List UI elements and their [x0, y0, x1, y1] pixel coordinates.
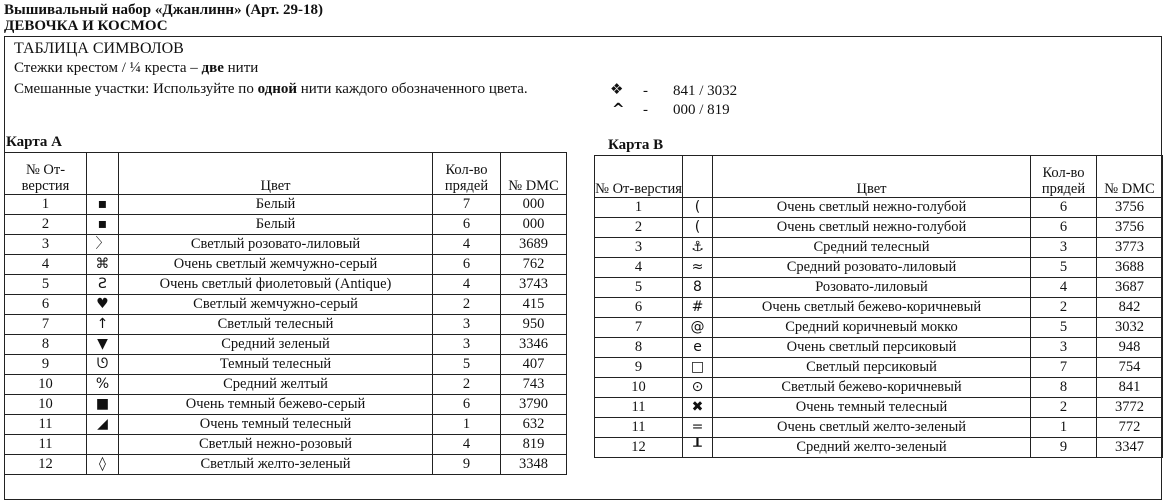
- strands-cell: 6: [433, 395, 501, 415]
- hole-cell: 5: [5, 275, 87, 295]
- blend-instruction-bold: одной: [257, 81, 298, 97]
- table-row: [595, 278, 1163, 298]
- stitch-instruction-end: нити: [223, 60, 259, 76]
- strands-cell: 8: [1031, 378, 1097, 398]
- color-cell: Очень светлый нежно-голубой: [713, 198, 1031, 218]
- table-row: [5, 435, 567, 455]
- blend-value: 841 / 3032: [673, 83, 738, 99]
- dmc-cell: 3689: [501, 235, 567, 255]
- hole-cell: 10: [595, 378, 683, 398]
- dmc-cell: 950: [501, 315, 567, 335]
- hole-cell: 4: [5, 255, 87, 275]
- dmc-cell: 3347: [1097, 438, 1163, 458]
- table-row: [5, 195, 567, 215]
- table-row: [5, 275, 567, 295]
- hole-cell: 11: [5, 415, 87, 435]
- table-row: [5, 415, 567, 435]
- strands-cell: 3: [433, 315, 501, 335]
- hole-cell: 3: [5, 235, 87, 255]
- color-cell: Розовато-лиловый: [713, 278, 1031, 298]
- table-row: [5, 395, 567, 415]
- dmc-cell: 3348: [501, 455, 567, 475]
- dmc-cell: 3688: [1097, 258, 1163, 278]
- table-row: [5, 315, 567, 335]
- table-row: [595, 198, 1163, 218]
- dmc-cell: 3687: [1097, 278, 1163, 298]
- table-row: [595, 398, 1163, 418]
- table-row: [595, 358, 1163, 378]
- strands-cell: 4: [433, 235, 501, 255]
- hole-cell: 1: [595, 198, 683, 218]
- strands-cell: 2: [1031, 298, 1097, 318]
- strands-cell: 4: [1031, 278, 1097, 298]
- stitch-instruction-bold: две: [201, 60, 224, 76]
- dmc-cell: 000: [501, 215, 567, 235]
- strands-cell: 5: [1031, 318, 1097, 338]
- dmc-cell: 3756: [1097, 198, 1163, 218]
- stitch-instruction: [14, 59, 258, 77]
- kit-name: ДЕВОЧКА И КОСМОС: [4, 18, 168, 34]
- dmc-cell: 3346: [501, 335, 567, 355]
- col-dmc: № DMC: [501, 153, 567, 195]
- symbol-icon: ◢: [87, 415, 119, 435]
- dmc-cell: 772: [1097, 418, 1163, 438]
- symbol-icon: %: [87, 375, 119, 395]
- color-cell: Очень светлый жемчужно-серый: [119, 255, 433, 275]
- symbol-icon: ᘎ: [87, 355, 119, 375]
- dmc-cell: 632: [501, 415, 567, 435]
- kit-title: Вышивальный набор «Джанлинн» (Арт. 29-18): [4, 2, 324, 18]
- symbol-icon: ┸: [683, 438, 713, 458]
- color-cell: Белый: [119, 215, 433, 235]
- color-cell: Средний зеленый: [119, 335, 433, 355]
- dmc-cell: 743: [501, 375, 567, 395]
- dmc-cell: 415: [501, 295, 567, 315]
- color-cell: Очень светлый бежево-коричневый: [713, 298, 1031, 318]
- hole-cell: 7: [595, 318, 683, 338]
- table-row: [5, 355, 567, 375]
- symbol-icon: e: [683, 338, 713, 358]
- color-cell: Белый: [119, 195, 433, 215]
- blend-symbol-diamond-icon: ❖: [610, 80, 624, 98]
- symbol-icon: 8: [683, 278, 713, 298]
- symbol-icon: Ƨ: [87, 275, 119, 295]
- hole-cell: 11: [5, 435, 87, 455]
- color-cell: Светлый телесный: [119, 315, 433, 335]
- col-hole: № От-верстия: [5, 153, 87, 195]
- strands-cell: 2: [433, 295, 501, 315]
- table-row: [595, 438, 1163, 458]
- dmc-cell: 948: [1097, 338, 1163, 358]
- symbol-icon: ⚓: [683, 238, 713, 258]
- hole-cell: 8: [595, 338, 683, 358]
- dmc-cell: 000: [501, 195, 567, 215]
- hole-cell: 12: [595, 438, 683, 458]
- strands-cell: 6: [1031, 198, 1097, 218]
- hole-cell: 11: [595, 398, 683, 418]
- table-row: [5, 235, 567, 255]
- hole-cell: 10: [5, 375, 87, 395]
- strands-cell: 2: [433, 375, 501, 395]
- dmc-cell: 762: [501, 255, 567, 275]
- symbol-icon: ⊙: [683, 378, 713, 398]
- hole-cell: 6: [595, 298, 683, 318]
- hole-cell: 12: [5, 455, 87, 475]
- col-hole: № От-верстия: [595, 156, 683, 198]
- color-cell: Светлый персиковый: [713, 358, 1031, 378]
- hole-cell: 9: [595, 358, 683, 378]
- color-cell: Очень светлый фиолетовый (Antique): [119, 275, 433, 295]
- color-cell: Очень темный телесный: [713, 398, 1031, 418]
- symbol-icon: ✖: [683, 398, 713, 418]
- dmc-cell: 3773: [1097, 238, 1163, 258]
- col-symbol: [683, 156, 713, 198]
- strands-cell: 1: [433, 415, 501, 435]
- hole-cell: 5: [595, 278, 683, 298]
- dmc-cell: 754: [1097, 358, 1163, 378]
- blend-instruction-end: нити каждого обозначенного цвета.: [297, 81, 528, 97]
- hole-cell: 3: [595, 238, 683, 258]
- card-b-title: Карта В: [608, 137, 664, 153]
- color-cell: Средний желто-зеленый: [713, 438, 1031, 458]
- symbol-icon: @: [683, 318, 713, 338]
- card-a-title: Карта А: [6, 134, 62, 150]
- blend-dash: -: [643, 83, 648, 99]
- symbol-icon: □: [683, 358, 713, 378]
- color-cell: Средний телесный: [713, 238, 1031, 258]
- col-symbol: [87, 153, 119, 195]
- symbol-icon: ⌘: [87, 255, 119, 275]
- strands-cell: 7: [1031, 358, 1097, 378]
- strands-cell: 4: [433, 435, 501, 455]
- color-cell: Очень темный бежево-серый: [119, 395, 433, 415]
- hole-cell: 2: [595, 218, 683, 238]
- color-cell: Средний розовато-лиловый: [713, 258, 1031, 278]
- color-cell: Очень темный телесный: [119, 415, 433, 435]
- hole-cell: 10: [5, 395, 87, 415]
- col-dmc: № DMC: [1097, 156, 1163, 198]
- dmc-cell: 407: [501, 355, 567, 375]
- table-row: [5, 375, 567, 395]
- table-row: [595, 258, 1163, 278]
- blend-value: 000 / 819: [673, 102, 730, 118]
- strands-cell: 3: [1031, 338, 1097, 358]
- col-color: Цвет: [713, 156, 1031, 198]
- hole-cell: 11: [595, 418, 683, 438]
- col-strands: Кол-во прядей: [1031, 156, 1097, 198]
- strands-cell: 2: [1031, 398, 1097, 418]
- legend-title: ТАБЛИЦА СИМВОЛОВ: [14, 40, 184, 57]
- dmc-cell: 842: [1097, 298, 1163, 318]
- table-row: [595, 418, 1163, 438]
- strands-cell: 9: [1031, 438, 1097, 458]
- symbol-icon: (: [683, 218, 713, 238]
- symbol-icon: #: [683, 298, 713, 318]
- col-color: Цвет: [119, 153, 433, 195]
- dmc-cell: 819: [501, 435, 567, 455]
- strands-cell: 6: [433, 255, 501, 275]
- hole-cell: 4: [595, 258, 683, 278]
- table-row: [595, 218, 1163, 238]
- dmc-cell: 3032: [1097, 318, 1163, 338]
- table-row: [595, 318, 1163, 338]
- hole-cell: 8: [5, 335, 87, 355]
- strands-cell: 5: [433, 355, 501, 375]
- symbol-icon: ↑: [87, 315, 119, 335]
- dmc-cell: 3743: [501, 275, 567, 295]
- dmc-cell: 841: [1097, 378, 1163, 398]
- table-row: [5, 255, 567, 275]
- color-cell: Очень светлый персиковый: [713, 338, 1031, 358]
- dmc-cell: 3790: [501, 395, 567, 415]
- hole-cell: 6: [5, 295, 87, 315]
- table-row: [595, 378, 1163, 398]
- strands-cell: 6: [433, 215, 501, 235]
- symbol-icon: ▼: [87, 335, 119, 355]
- symbol-icon: ♥: [87, 295, 119, 315]
- color-cell: Светлый бежево-коричневый: [713, 378, 1031, 398]
- color-cell: Светлый желто-зеленый: [119, 455, 433, 475]
- symbol-icon: [87, 435, 119, 455]
- hole-cell: 9: [5, 355, 87, 375]
- table-row: [595, 238, 1163, 258]
- blend-instruction: [14, 80, 528, 98]
- card-b-table: [594, 155, 1163, 458]
- strands-cell: 9: [433, 455, 501, 475]
- symbol-icon: 〉: [87, 235, 119, 255]
- stitch-instruction-text: Стежки крестом / ¼ креста –: [14, 60, 202, 76]
- strands-cell: 3: [433, 335, 501, 355]
- symbol-icon: ▪: [87, 195, 119, 215]
- strands-cell: 1: [1031, 418, 1097, 438]
- color-cell: Очень светлый желто-зеленый: [713, 418, 1031, 438]
- col-strands: Кол-во прядей: [433, 153, 501, 195]
- color-cell: Очень светлый нежно-голубой: [713, 218, 1031, 238]
- blend-dash: -: [643, 102, 648, 118]
- symbol-icon: ◊: [87, 455, 119, 475]
- card-a-table: [4, 152, 567, 475]
- color-cell: Темный телесный: [119, 355, 433, 375]
- table-row: [5, 455, 567, 475]
- strands-cell: 7: [433, 195, 501, 215]
- blend-symbol-caret-icon: ^: [612, 100, 625, 118]
- blend-instruction-text: Смешанные участки: Используйте по: [14, 81, 258, 97]
- symbol-icon: ■: [87, 395, 119, 415]
- symbol-icon: =: [683, 418, 713, 438]
- symbol-icon: (: [683, 198, 713, 218]
- table-row: [595, 298, 1163, 318]
- color-cell: Средний коричневый мокко: [713, 318, 1031, 338]
- hole-cell: 2: [5, 215, 87, 235]
- strands-cell: 5: [1031, 258, 1097, 278]
- symbol-icon: ▪: [87, 215, 119, 235]
- dmc-cell: 3756: [1097, 218, 1163, 238]
- color-cell: Светлый жемчужно-серый: [119, 295, 433, 315]
- color-cell: Средний желтый: [119, 375, 433, 395]
- strands-cell: 6: [1031, 218, 1097, 238]
- symbol-icon: ≈: [683, 258, 713, 278]
- table-row: [595, 338, 1163, 358]
- color-cell: Светлый розовато-лиловый: [119, 235, 433, 255]
- hole-cell: 7: [5, 315, 87, 335]
- table-row: [5, 335, 567, 355]
- hole-cell: 1: [5, 195, 87, 215]
- strands-cell: 3: [1031, 238, 1097, 258]
- table-row: [5, 215, 567, 235]
- table-row: [5, 295, 567, 315]
- color-cell: Светлый нежно-розовый: [119, 435, 433, 455]
- strands-cell: 4: [433, 275, 501, 295]
- dmc-cell: 3772: [1097, 398, 1163, 418]
